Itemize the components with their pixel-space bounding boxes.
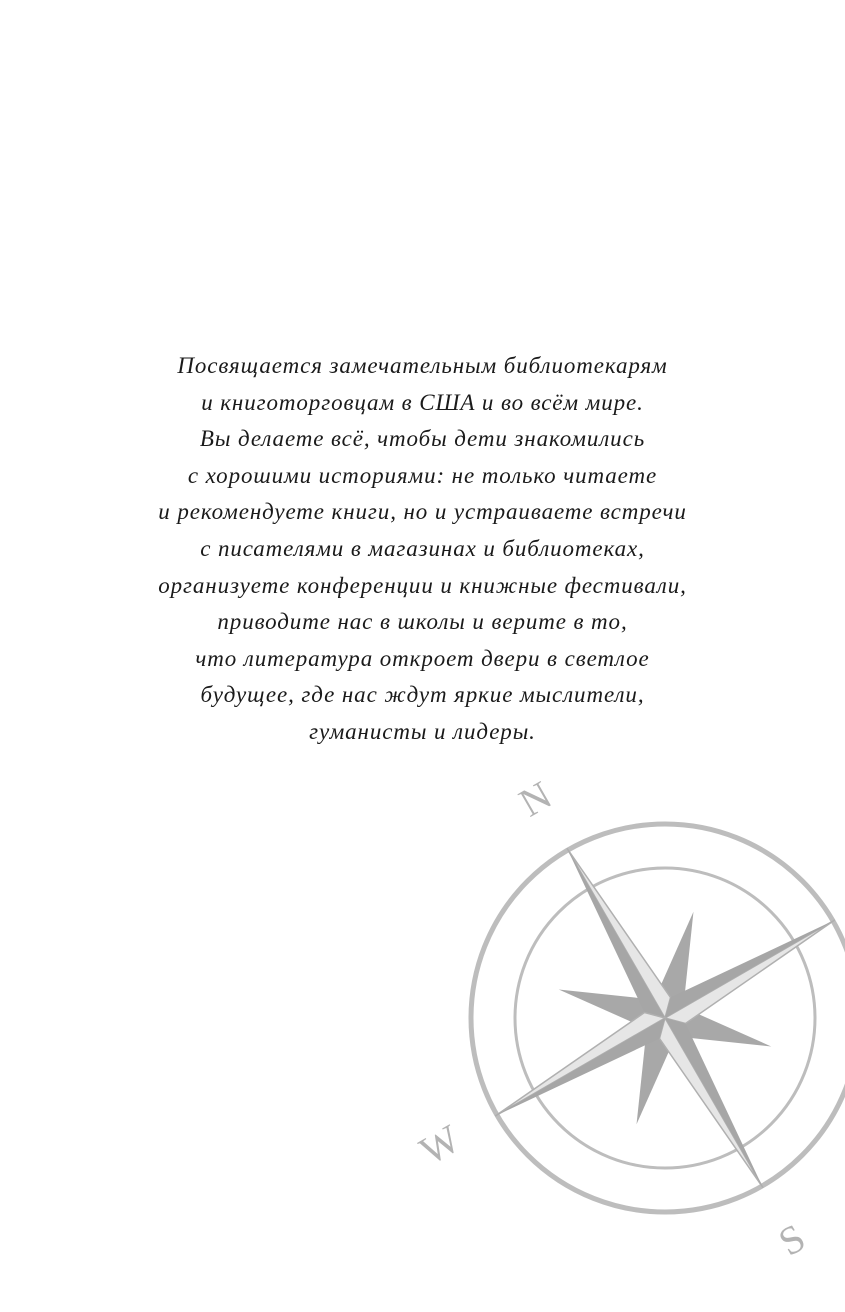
dedication-line: приводите нас в школы и верите в то, <box>217 609 628 635</box>
dedication-line: Вы делаете всё, чтобы дети знакомились <box>199 426 646 452</box>
compass-rose-icon <box>400 770 845 1312</box>
dedication-line: и рекомендуете книги, но и устраиваете встречи <box>158 499 687 525</box>
dedication-line: Посвящается замечательным библиотекарям <box>177 353 668 378</box>
dedication-line: с хорошими историями: не только читаете <box>187 462 658 488</box>
dedication-text <box>60 348 785 751</box>
dedication-line: и книготорговцам в США и во всём мире. <box>201 389 644 415</box>
dedication-line: организуете конференции и книжные фестивали, <box>158 572 687 598</box>
dedication-line: будущее, где нас ждут яркие мыслители, <box>200 682 645 708</box>
compass-south-label: S <box>770 1214 813 1265</box>
dedication-line: гуманисты и лидеры. <box>309 718 536 744</box>
dedication-line: что литература откроет двери в светлое <box>195 645 650 671</box>
dedication-line: с писателями в магазинах и библиотеках, <box>200 535 645 561</box>
compass-west-label: W <box>412 1115 468 1174</box>
compass-north-label: N <box>511 771 560 826</box>
